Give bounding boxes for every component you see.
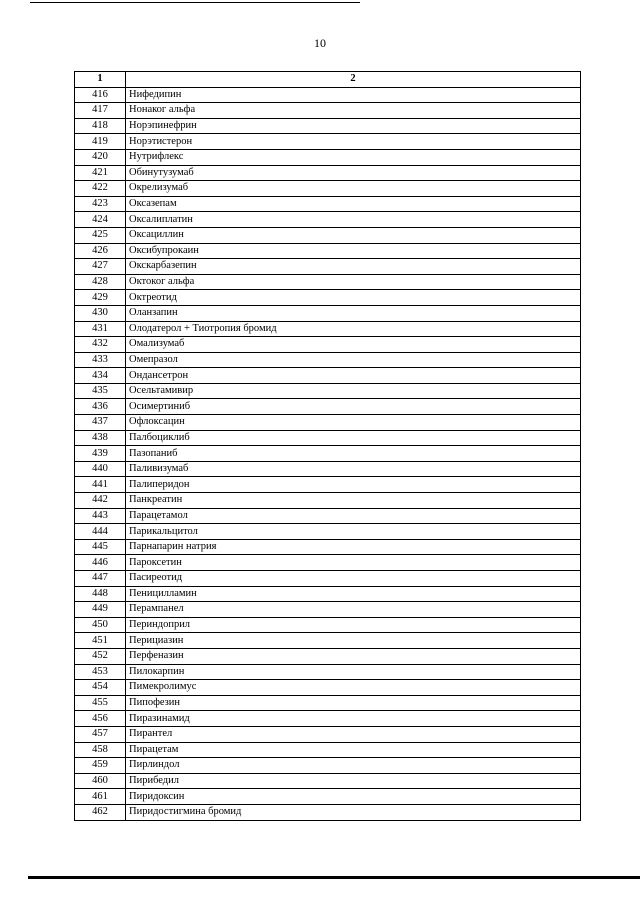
drug-name: Пимекролимус: [126, 680, 581, 696]
table-row: [75, 87, 581, 103]
column-header-2: 2: [126, 72, 581, 88]
table-row: [75, 305, 581, 321]
table-row: [75, 695, 581, 711]
drug-name: Парацетамол: [126, 508, 581, 524]
table-row: [75, 571, 581, 587]
drug-name: Паливизумаб: [126, 461, 581, 477]
drug-name: Перициазин: [126, 633, 581, 649]
table-row: [75, 789, 581, 805]
top-rule: [30, 2, 360, 3]
row-number: 449: [75, 602, 126, 618]
drug-name: Осельтамивир: [126, 383, 581, 399]
row-number: 445: [75, 539, 126, 555]
row-number: 435: [75, 383, 126, 399]
row-number: 454: [75, 680, 126, 696]
drug-name: Олодатерол + Тиотропия бромид: [126, 321, 581, 337]
table-row: [75, 742, 581, 758]
row-number: 440: [75, 461, 126, 477]
drug-name: Пирантел: [126, 726, 581, 742]
row-number: 447: [75, 571, 126, 587]
drug-name: Пиразинамид: [126, 711, 581, 727]
drug-name: Палиперидон: [126, 477, 581, 493]
row-number: 455: [75, 695, 126, 711]
row-number: 422: [75, 181, 126, 197]
row-number: 425: [75, 227, 126, 243]
table-row: [75, 181, 581, 197]
drug-name: Пирлиндол: [126, 758, 581, 774]
row-number: 446: [75, 555, 126, 571]
table-row: [75, 337, 581, 353]
drug-name: Оксибупрокаин: [126, 243, 581, 259]
table-row: [75, 368, 581, 384]
row-number: 417: [75, 103, 126, 119]
table-row: [75, 383, 581, 399]
drug-name: Пиридостигмина бромид: [126, 804, 581, 820]
table-row: [75, 758, 581, 774]
drug-name: Пилокарпин: [126, 664, 581, 680]
drug-name: Палбоциклиб: [126, 430, 581, 446]
row-number: 429: [75, 290, 126, 306]
row-number: 441: [75, 477, 126, 493]
table-row: [75, 446, 581, 462]
table-row: [75, 555, 581, 571]
table-row: [75, 633, 581, 649]
row-number: 431: [75, 321, 126, 337]
drug-name: Перфеназин: [126, 648, 581, 664]
table-row: [75, 103, 581, 119]
table-row: [75, 321, 581, 337]
row-number: 448: [75, 586, 126, 602]
table-row: [75, 134, 581, 150]
drug-name: Норэпинефрин: [126, 118, 581, 134]
row-number: 426: [75, 243, 126, 259]
row-number: 457: [75, 726, 126, 742]
row-number: 462: [75, 804, 126, 820]
drug-name: Окскарбазепин: [126, 259, 581, 275]
row-number: 436: [75, 399, 126, 415]
table-row: [75, 165, 581, 181]
table-row: [75, 586, 581, 602]
row-number: 456: [75, 711, 126, 727]
row-number: 461: [75, 789, 126, 805]
table-row: [75, 711, 581, 727]
row-number: 459: [75, 758, 126, 774]
drug-name: Пазопаниб: [126, 446, 581, 462]
row-number: 451: [75, 633, 126, 649]
row-number: 438: [75, 430, 126, 446]
drug-name: Оксациллин: [126, 227, 581, 243]
drug-name: Ондансетрон: [126, 368, 581, 384]
table-row: [75, 430, 581, 446]
column-header-1: 1: [75, 72, 126, 88]
bottom-rule: [28, 876, 640, 879]
row-number: 419: [75, 134, 126, 150]
page-number: 10: [314, 36, 326, 50]
drug-name: Пипофезин: [126, 695, 581, 711]
row-number: 428: [75, 274, 126, 290]
row-number: 450: [75, 617, 126, 633]
drug-name: Омепразол: [126, 352, 581, 368]
row-number: 452: [75, 648, 126, 664]
drug-name: Панкреатин: [126, 493, 581, 509]
row-number: 427: [75, 259, 126, 275]
table-row: [75, 493, 581, 509]
drug-name: Оксалиплатин: [126, 212, 581, 228]
drug-name: Офлоксацин: [126, 415, 581, 431]
row-number: 460: [75, 773, 126, 789]
drug-name: Нонаког альфа: [126, 103, 581, 119]
table-row: [75, 212, 581, 228]
row-number: 458: [75, 742, 126, 758]
drug-name: Обинутузумаб: [126, 165, 581, 181]
drug-name: Пирибедил: [126, 773, 581, 789]
table-row: [75, 508, 581, 524]
drug-name: Парикальцитол: [126, 524, 581, 540]
table-row: [75, 259, 581, 275]
table-row: [75, 602, 581, 618]
row-number: 432: [75, 337, 126, 353]
table-row: [75, 664, 581, 680]
row-number: 439: [75, 446, 126, 462]
table-row: [75, 243, 581, 259]
table-row: [75, 773, 581, 789]
row-number: 418: [75, 118, 126, 134]
table-row: [75, 352, 581, 368]
table-row: [75, 118, 581, 134]
table-header-row: [75, 72, 581, 88]
table-row: [75, 477, 581, 493]
table-row: [75, 804, 581, 820]
table-row: [75, 196, 581, 212]
drug-name: Осимертиниб: [126, 399, 581, 415]
drug-name: Пароксетин: [126, 555, 581, 571]
row-number: 421: [75, 165, 126, 181]
drug-name: Пиридоксин: [126, 789, 581, 805]
table-body: [75, 87, 581, 820]
row-number: 444: [75, 524, 126, 540]
table-row: [75, 461, 581, 477]
row-number: 433: [75, 352, 126, 368]
row-number: 423: [75, 196, 126, 212]
table-row: [75, 524, 581, 540]
row-number: 437: [75, 415, 126, 431]
table-row: [75, 726, 581, 742]
table-row: [75, 149, 581, 165]
row-number: 434: [75, 368, 126, 384]
drug-name: Нутрифлекс: [126, 149, 581, 165]
drug-table: [74, 71, 581, 821]
row-number: 424: [75, 212, 126, 228]
drug-name: Омализумаб: [126, 337, 581, 353]
drug-name: Периндоприл: [126, 617, 581, 633]
drug-name: Пеницилламин: [126, 586, 581, 602]
row-number: 442: [75, 493, 126, 509]
drug-name: Норэтистерон: [126, 134, 581, 150]
drug-name: Парнапарин натрия: [126, 539, 581, 555]
row-number: 443: [75, 508, 126, 524]
drug-name: Пирацетам: [126, 742, 581, 758]
table-row: [75, 274, 581, 290]
table-row: [75, 648, 581, 664]
drug-name: Октреотид: [126, 290, 581, 306]
table-row: [75, 415, 581, 431]
drug-name: Перампанел: [126, 602, 581, 618]
row-number: 420: [75, 149, 126, 165]
drug-name: Оланзапин: [126, 305, 581, 321]
table-row: [75, 617, 581, 633]
table-row: [75, 539, 581, 555]
drug-name: Окрелизумаб: [126, 181, 581, 197]
table-row: [75, 399, 581, 415]
row-number: 453: [75, 664, 126, 680]
drug-name: Октоког альфа: [126, 274, 581, 290]
table-row: [75, 680, 581, 696]
row-number: 416: [75, 87, 126, 103]
table-row: [75, 227, 581, 243]
drug-name: Пасиреотид: [126, 571, 581, 587]
drug-name: Нифедипин: [126, 87, 581, 103]
row-number: 430: [75, 305, 126, 321]
drug-name: Оксазепам: [126, 196, 581, 212]
table-row: [75, 290, 581, 306]
